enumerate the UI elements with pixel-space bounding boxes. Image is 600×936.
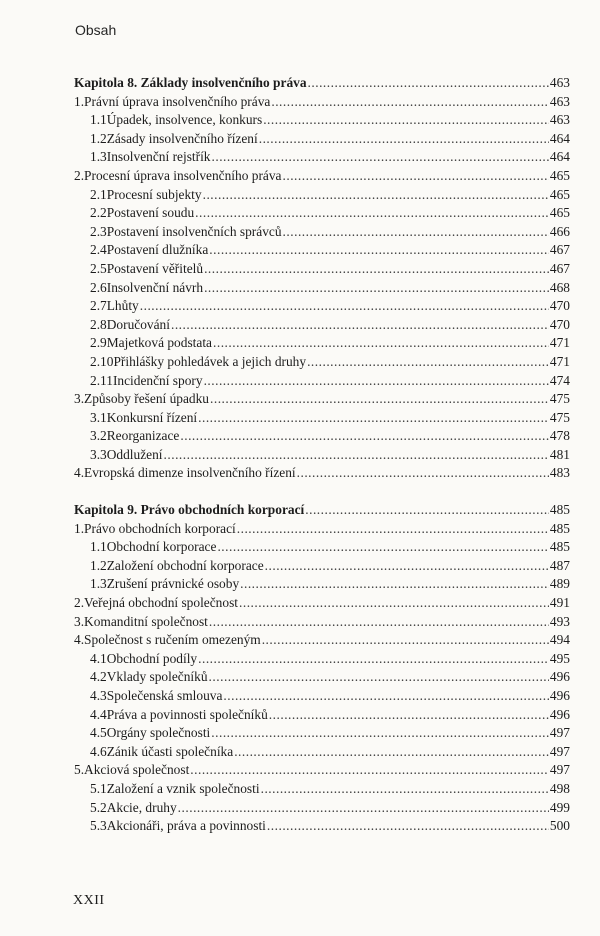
toc-entry-title: Oddlužení <box>106 446 163 462</box>
dot-leader <box>223 687 548 706</box>
dot-leader <box>198 650 549 669</box>
dot-leader <box>178 799 549 818</box>
toc-entry <box>74 668 570 687</box>
toc-entry <box>74 297 570 316</box>
dot-leader <box>164 446 549 465</box>
toc-entry-number: 2. <box>74 167 85 183</box>
dot-leader <box>271 93 549 112</box>
toc-entry-title: Incidenční spory <box>112 372 203 388</box>
toc-entry-page: 485 <box>549 502 570 518</box>
page-number: XXII <box>73 893 105 908</box>
toc-entry-page: 465 <box>549 186 570 202</box>
toc-entry-number: 1.3 <box>90 576 107 592</box>
toc-entry-number: 4.6 <box>90 743 107 759</box>
dot-leader <box>140 297 549 316</box>
toc-entry-title: Akcionáři, práva a povinnosti <box>106 818 266 834</box>
toc-entry-page: 485 <box>549 539 570 555</box>
toc-entry-number: 4. <box>74 632 85 648</box>
toc-entry <box>74 186 570 205</box>
toc-entry-title: Konkursní řízení <box>106 409 198 425</box>
toc-entry-page: 471 <box>549 353 570 369</box>
toc-entry-number: 2.7 <box>90 298 107 314</box>
dot-leader <box>283 223 549 242</box>
toc-entry-number: 1.1 <box>90 539 107 555</box>
dot-leader <box>305 501 549 520</box>
dot-leader <box>209 668 549 687</box>
toc-entry-page: 465 <box>549 205 570 221</box>
table-of-contents <box>74 74 570 836</box>
toc-entry-number: 4.1 <box>90 650 107 666</box>
toc-entry-title: Vklady společníků <box>106 669 208 685</box>
dot-leader <box>240 575 549 594</box>
toc-entry <box>74 223 570 242</box>
dot-leader <box>308 74 549 93</box>
toc-entry-page: 470 <box>549 316 570 332</box>
toc-entry-title: Evropská dimenze insolvenčního řízení <box>84 465 296 481</box>
toc-entry-number: 2.4 <box>90 242 107 258</box>
dot-leader <box>239 594 549 613</box>
toc-entry-number: 5.3 <box>90 818 107 834</box>
dot-leader <box>261 780 549 799</box>
toc-entry <box>74 687 570 706</box>
dot-leader <box>209 241 549 260</box>
toc-entry-page: 467 <box>549 260 570 276</box>
dot-leader <box>237 520 549 539</box>
toc-entry <box>74 557 570 576</box>
toc-entry <box>74 724 570 743</box>
toc-entry-title: Kapitola 9. Právo obchodních korporací <box>74 502 305 518</box>
toc-entry-number: 4.5 <box>90 725 107 741</box>
toc-entry-number: 2. <box>74 595 85 611</box>
toc-entry-title: Obchodní podíly <box>106 650 198 666</box>
toc-entry-number: 1.1 <box>90 112 107 128</box>
toc-entry-page: 463 <box>549 75 570 90</box>
toc-entry <box>74 613 570 632</box>
toc-entry-number: 2.1 <box>90 186 107 202</box>
toc-entry-page: 493 <box>549 613 570 629</box>
dot-leader <box>204 372 549 391</box>
toc-entry-page: 466 <box>549 223 570 239</box>
toc-entry <box>74 761 570 780</box>
toc-entry-page: 497 <box>549 743 570 759</box>
toc-entry <box>74 390 570 409</box>
toc-entry <box>74 111 570 130</box>
toc-entry-number: 2.11 <box>90 372 113 388</box>
toc-entry <box>74 520 570 539</box>
toc-entry-number: 1.2 <box>90 130 107 146</box>
toc-entry-number: 1. <box>74 93 85 109</box>
toc-entry-page: 496 <box>549 669 570 685</box>
toc-entry-title: Kapitola 8. Základy insolvenčního práva <box>74 75 307 90</box>
toc-entry-title: Založení obchodní korporace <box>106 557 264 573</box>
dot-leader <box>171 316 549 335</box>
toc-entry-title: Zrušení právnické osoby <box>106 576 240 592</box>
toc-entry-title: Založení a vznik společnosti <box>106 780 260 796</box>
dot-leader <box>269 706 549 725</box>
toc-entry-title: Práva a povinnosti společníků <box>106 706 268 722</box>
toc-entry-number: 3.1 <box>90 409 107 425</box>
toc-entry-title: Procesní subjekty <box>106 186 202 202</box>
toc-entry-page: 464 <box>549 130 570 146</box>
dot-leader <box>267 817 549 836</box>
toc-entry-page: 475 <box>549 409 570 425</box>
toc-entry <box>74 780 570 799</box>
toc-entry-title: Postavení dlužníka <box>106 242 209 258</box>
toc-entry-title: Veřejná obchodní společnost <box>84 595 238 611</box>
toc-entry <box>74 706 570 725</box>
toc-entry-page: 481 <box>549 446 570 462</box>
toc-entry <box>74 167 570 186</box>
toc-entry-page: 471 <box>549 335 570 351</box>
toc-chapter-entry <box>74 74 570 93</box>
toc-entry-page: 500 <box>549 818 570 834</box>
toc-entry-page: 464 <box>549 149 570 165</box>
running-header: Obsah <box>75 22 117 38</box>
toc-entry-title: Akciová společnost <box>84 762 190 778</box>
dot-leader <box>198 409 549 428</box>
dot-leader <box>204 260 549 279</box>
toc-entry-title: Společnost s ručením omezeným <box>84 632 261 648</box>
toc-entry-page: 485 <box>549 520 570 536</box>
toc-entry-title: Postavení věřitelů <box>106 260 204 276</box>
toc-entry-page: 487 <box>549 557 570 573</box>
toc-entry <box>74 464 570 483</box>
toc-entry <box>74 279 570 298</box>
toc-entry-page: 494 <box>549 632 570 648</box>
dot-leader <box>211 724 549 743</box>
toc-entry-title: Akcie, druhy <box>106 799 177 815</box>
toc-entry-number: 3. <box>74 391 85 407</box>
dot-leader <box>195 204 549 223</box>
toc-entry-title: Insolvenční návrh <box>106 279 204 295</box>
toc-entry <box>74 594 570 613</box>
toc-entry <box>74 334 570 353</box>
toc-entry-number: 5.1 <box>90 780 107 796</box>
toc-entry <box>74 316 570 335</box>
toc-entry-title: Insolvenční rejstřík <box>106 149 211 165</box>
toc-entry-title: Komanditní společnost <box>84 613 208 629</box>
toc-entry-number: 1.2 <box>90 557 107 573</box>
dot-leader <box>190 761 549 780</box>
dot-leader <box>180 427 549 446</box>
toc-entry-page: 474 <box>549 372 570 388</box>
toc-entry-number: 3.3 <box>90 446 107 462</box>
toc-entry <box>74 130 570 149</box>
toc-entry-page: 497 <box>549 762 570 778</box>
toc-entry <box>74 650 570 669</box>
toc-entry <box>74 204 570 223</box>
dot-leader <box>210 390 549 409</box>
toc-entry-number: 5. <box>74 762 85 778</box>
toc-entry-title: Zásady insolvenčního řízení <box>106 130 258 146</box>
toc-entry-page: 489 <box>549 576 570 592</box>
toc-entry-number: 2.8 <box>90 316 107 332</box>
toc-chapter-entry <box>74 501 570 520</box>
toc-entry-number: 4.3 <box>90 688 107 703</box>
toc-entry-title: Reorganizace <box>106 428 180 444</box>
toc-entry <box>74 427 570 446</box>
dot-leader <box>204 279 549 298</box>
dot-leader <box>212 148 549 167</box>
toc-entry-number: 4. <box>74 465 85 481</box>
toc-entry-page: 497 <box>549 725 570 741</box>
toc-entry-page: 496 <box>549 706 570 722</box>
toc-entry-page: 475 <box>549 391 570 407</box>
toc-entry-title: Majetková podstata <box>106 335 212 351</box>
toc-entry <box>74 148 570 167</box>
toc-entry-title: Postavení insolvenčních správců <box>106 223 282 239</box>
toc-entry-number: 5.2 <box>90 799 107 815</box>
toc-entry-number: 4.4 <box>90 706 107 722</box>
toc-entry-title: Orgány společnosti <box>106 725 211 741</box>
toc-entry <box>74 817 570 836</box>
dot-leader <box>213 334 549 353</box>
toc-entry <box>74 631 570 650</box>
toc-entry-title: Postavení soudu <box>106 205 195 221</box>
toc-entry-number: 2.3 <box>90 223 107 239</box>
dot-leader <box>203 186 549 205</box>
toc-entry-number: 2.6 <box>90 279 107 295</box>
toc-entry-page: 467 <box>549 242 570 258</box>
toc-entry-page: 491 <box>549 595 570 611</box>
toc-entry-page: 463 <box>549 112 570 128</box>
toc-entry-page: 468 <box>549 279 570 295</box>
toc-entry <box>74 743 570 762</box>
dot-leader <box>283 167 549 186</box>
toc-entry-number: 1. <box>74 520 85 536</box>
toc-entry-number: 3.2 <box>90 428 107 444</box>
toc-entry-number: 2.2 <box>90 205 107 221</box>
toc-entry-page: 463 <box>549 93 570 109</box>
toc-entry-page: 470 <box>549 298 570 314</box>
toc-entry-title: Lhůty <box>106 298 139 314</box>
toc-entry <box>74 93 570 112</box>
toc-entry <box>74 353 570 372</box>
toc-entry-page: 499 <box>549 799 570 815</box>
toc-entry-title: Procesní úprava insolvenčního práva <box>84 167 282 183</box>
toc-entry-page: 478 <box>549 428 570 444</box>
toc-entry <box>74 799 570 818</box>
toc-entry <box>74 241 570 260</box>
toc-entry-title: Doručování <box>106 316 170 332</box>
toc-entry <box>74 446 570 465</box>
toc-entry-number: 2.9 <box>90 335 107 351</box>
toc-entry-title: Právní úprava insolvenčního práva <box>84 93 271 109</box>
toc-entry-number: 2.10 <box>90 353 114 369</box>
dot-leader <box>262 631 549 650</box>
toc-entry-title: Úpadek, insolvence, konkurs <box>106 112 263 128</box>
dot-leader <box>209 613 549 632</box>
toc-entry-page: 496 <box>549 688 570 703</box>
toc-entry <box>74 575 570 594</box>
dot-leader <box>259 130 549 149</box>
toc-entry-title: Zánik účasti společníka <box>106 743 234 759</box>
dot-leader <box>263 111 549 130</box>
toc-entry-number: 3. <box>74 613 85 629</box>
toc-entry-number: 1.3 <box>90 149 107 165</box>
dot-leader <box>297 464 549 483</box>
dot-leader <box>217 538 548 557</box>
toc-entry-page: 495 <box>549 650 570 666</box>
dot-leader <box>234 743 549 762</box>
dot-leader <box>307 353 549 372</box>
toc-entry-title: Obchodní korporace <box>106 539 217 555</box>
toc-entry-page: 498 <box>549 780 570 796</box>
toc-entry <box>74 260 570 279</box>
toc-entry <box>74 372 570 391</box>
toc-entry-page: 483 <box>549 465 570 481</box>
dot-leader <box>265 557 549 576</box>
toc-entry-title: Společenská smlouva <box>106 688 223 703</box>
toc-entry <box>74 538 570 557</box>
toc-entry-page: 465 <box>549 167 570 183</box>
toc-entry-number: 4.2 <box>90 669 107 685</box>
toc-entry-title: Právo obchodních korporací <box>84 520 236 536</box>
toc-entry <box>74 409 570 428</box>
toc-entry-title: Přihlášky pohledávek a jejich druhy <box>113 353 307 369</box>
toc-entry-number: 2.5 <box>90 260 107 276</box>
toc-entry-title: Způsoby řešení úpadku <box>84 391 210 407</box>
